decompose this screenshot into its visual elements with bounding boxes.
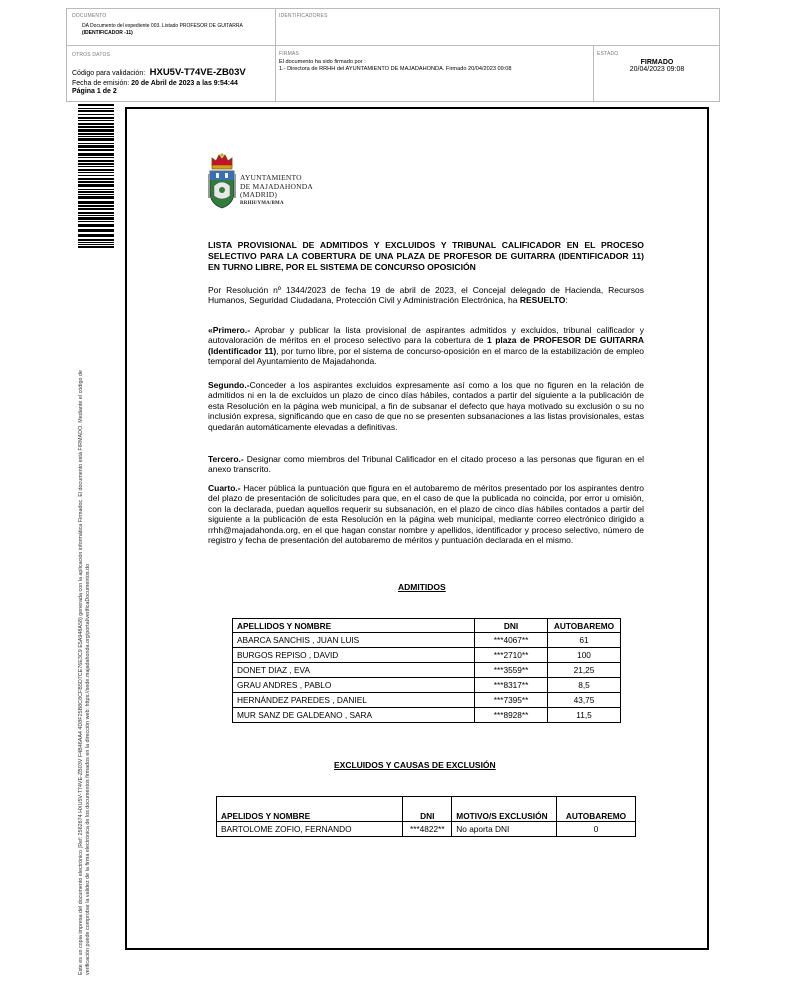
- cell-motivo: No aporta DNI: [452, 822, 557, 837]
- cell-dni: ***4822**: [403, 822, 452, 837]
- cell-score: 43,75: [548, 693, 621, 708]
- segundo-text: Conceder a los aspirantes excluidos expresamente así como a los que no figuren en la relación de admitidos ni en la de excluidos un plazo de cinco días hábiles, contados a partir del siguiente a la publicación de esta Resolución en la página web municipal, a fin de subsanar el defecto que haya motivado su exclusión o su no inclusión expresa, significando que en caso de que no se presenten subsanaciones a las listas provisionales, estas quedarán automáticamente elevadas a definitivas.: [208, 380, 644, 432]
- verification-side-text: [78, 295, 92, 975]
- primero-lead: «Primero.-: [208, 325, 251, 335]
- cell-score: 21,25: [548, 663, 621, 678]
- barcode-bar: [78, 224, 114, 227]
- otros-datos-label: OTROS DATOS: [72, 52, 111, 58]
- barcode-bar: [78, 212, 114, 214]
- cell-score: 11,5: [548, 708, 621, 723]
- estado-date: 20/04/2023 09:08: [629, 66, 685, 73]
- table-row: [233, 633, 621, 648]
- barcode-bar: [78, 157, 114, 158]
- barcode-bar: [78, 129, 114, 132]
- barcode-bar: [78, 143, 114, 144]
- barcode-bar: [78, 181, 114, 183]
- barcode-bar: [78, 153, 114, 156]
- barcode-bar: [78, 110, 114, 112]
- barcode-bar: [78, 149, 114, 151]
- table-row: [233, 663, 621, 678]
- barcode-bar: [78, 108, 114, 109]
- fecha-value: 20 de Abril de 2023 a las 9:54:44: [131, 80, 238, 87]
- excluidos-table: [216, 796, 636, 837]
- barcode-bar: [78, 120, 114, 121]
- barcode-bar: [78, 221, 114, 222]
- excluidos-heading: EXCLUIDOS Y CAUSAS DE EXCLUSIÓN: [334, 760, 496, 770]
- letterhead-line2: DE MAJADAHONDA: [240, 181, 314, 191]
- barcode-bar: [78, 242, 114, 243]
- col-motivo: MOTIVO/S EXCLUSIÓN: [452, 797, 557, 822]
- cell-dni: ***8928**: [475, 708, 548, 723]
- barcode-bar: [78, 205, 114, 207]
- firmas-line1: El documento ha sido firmado por :: [279, 59, 366, 65]
- col-autobaremo: AUTOBAREMO: [557, 797, 636, 822]
- cell-name: GRAU ANDRES , PABLO: [233, 678, 475, 693]
- primero-text-b: , por turno libre, por el sistema de concurso-oposición en el marco de la estabilización de empleo temporal del Ayuntamiento de Majadahonda.: [208, 345, 644, 367]
- table-row: [233, 678, 621, 693]
- cell-score: 8,5: [548, 678, 621, 693]
- table-row: [233, 708, 621, 723]
- cell-name: BARTOLOME ZOFIO, FERNANDO: [217, 822, 403, 837]
- document-title: LISTA PROVISIONAL DE ADMITIDOS Y EXCLUIDOS Y TRIBUNAL CALIFICADOR EN EL PROCESO SELECTIVO PARA LA COBERTURA DE UNA PLAZA DE PROFESOR DE GUITARRA (IDENTIFICADOR 11) EN TURNO LIBRE, POR EL SISTEMA DE CONCURSO OPOSICIÓN: [208, 240, 644, 272]
- barcode-bar: [78, 244, 114, 245]
- intro-end: :: [565, 295, 568, 306]
- segundo-lead: Segundo.-: [208, 380, 250, 390]
- barcode-bar: [78, 172, 114, 173]
- documento-line1: DA Documento del expediente 003. Listado PROFESOR DE GUITARRA: [82, 23, 243, 29]
- letterhead: [240, 174, 313, 208]
- tercero-text: Designar como miembros del Tribunal Calificador en el citado proceso a las personas que figuran en el anexo transcrito.: [208, 454, 644, 475]
- barcode-bar: [78, 194, 114, 195]
- firmas-label: FIRMAS: [279, 51, 300, 57]
- barcode-bar: [78, 229, 114, 232]
- cell-dni: ***7395**: [475, 693, 548, 708]
- side-text-line2: verificación puede comprobar la validez de la firma electrónica de los documentos firmados en la dirección web: https://sede.majadahonda.org/portal/verificaDocumentos.do: [85, 563, 91, 975]
- document-header: [66, 8, 720, 102]
- barcode-bar: [78, 114, 114, 115]
- cell-dni: ***4067**: [475, 633, 548, 648]
- identificadores-label: IDENTIFICADORES: [279, 13, 328, 19]
- tercero-lead: Tercero.-: [208, 454, 244, 464]
- codigo-value: HXU5V-T74VE-ZB03V: [149, 67, 246, 78]
- barcode-bar: [78, 138, 114, 141]
- documento-label: DOCUMENTO: [72, 13, 107, 19]
- excluidos-header-row: [217, 797, 636, 822]
- table-row: [217, 822, 636, 837]
- admitidos-header-row: [233, 619, 621, 633]
- cell-dni: ***2710**: [475, 648, 548, 663]
- barcode-bar: [78, 133, 114, 135]
- cell-name: DONET DIAZ , EVA: [233, 663, 475, 678]
- barcode: [78, 104, 114, 248]
- barcode-bar: [78, 208, 114, 210]
- barcode-bar: [78, 178, 114, 180]
- barcode-bar: [78, 145, 114, 148]
- cell-dni: ***8317**: [475, 678, 548, 693]
- codigo-label: Código para validación:: [72, 70, 146, 77]
- paragraph-cuarto: [208, 483, 644, 545]
- letterhead-line3: (MADRID): [240, 190, 278, 200]
- barcode-bar: [78, 217, 114, 220]
- barcode-bar: [78, 117, 114, 119]
- col-dni: DNI: [403, 797, 452, 822]
- barcode-bar: [78, 123, 114, 125]
- coat-of-arms-logo: [206, 152, 238, 214]
- barcode-bar: [78, 246, 114, 248]
- barcode-bar: [78, 234, 114, 237]
- barcode-bar: [78, 215, 114, 216]
- paragraph-segundo: [208, 380, 644, 432]
- primero-bold: 1 plaza de PROFESOR DE GUITARRA (Identificador 11): [208, 335, 644, 356]
- barcode-bar: [78, 160, 114, 162]
- page-number: Página 1 de 2: [72, 88, 117, 95]
- cell-dni: ***3559**: [475, 663, 548, 678]
- primero-text-a: Aprobar y publicar la lista provisional de aspirantes admitidos y excluidos, tribunal calificador y autovaloración de méritos en el proceso selectivo para la cobertura de: [208, 325, 644, 346]
- intro-paragraph: [208, 285, 644, 306]
- table-row: [233, 648, 621, 663]
- barcode-bar: [78, 196, 114, 199]
- fecha-label: Fecha de emisión:: [72, 80, 130, 87]
- barcode-bar: [78, 175, 114, 176]
- admitidos-table: [232, 618, 621, 723]
- firmas-line2: 1.- Directora de RRHH del AYUNTAMIENTO DE MAJADAHONDA. Firmado 20/04/2023 09:08: [279, 66, 512, 72]
- barcode-bar: [78, 239, 114, 241]
- col-autobaremo: AUTOBAREMO: [548, 619, 621, 633]
- documento-line2: (IDENTIFICADOR -11): [82, 30, 133, 36]
- paragraph-primero: [208, 325, 644, 367]
- cell-name: MUR SANZ DE GALDEANO , SARA: [233, 708, 475, 723]
- barcode-bar: [78, 184, 114, 187]
- barcode-bar: [78, 163, 114, 165]
- barcode-bar: [78, 104, 114, 106]
- barcode-bar: [78, 136, 114, 137]
- col-dni: DNI: [475, 619, 548, 633]
- estado-value: FIRMADO: [640, 59, 674, 66]
- col-apelidos: APELIDOS Y NOMBRE: [217, 797, 403, 822]
- cell-score: 61: [548, 633, 621, 648]
- admitidos-heading: ADMITIDOS: [398, 582, 446, 592]
- letterhead-line1: AYUNTAMIENTO: [240, 173, 302, 182]
- cell-name: ABARCA SANCHIS , JUAN LUIS: [233, 633, 475, 648]
- barcode-bar: [78, 201, 114, 204]
- estado-label: ESTADO: [597, 51, 619, 57]
- col-apellidos: APELLIDOS Y NOMBRE: [233, 619, 475, 633]
- paragraph-tercero: [208, 454, 644, 475]
- intro-resuelto: RESUELTO: [519, 295, 566, 306]
- side-text-line1: Este es un copia impresa del documento electrónico (Ref: 2562674 HXU5V-T74VE-ZB03V F4B46AA4 4D8F25B8C8CFB5D7CE76E3C9 E5A948A58) generada con la aplicación informática Firmadoc. El documento está FIRMADO. Mediante el código de: [78, 370, 84, 975]
- cell-name: HERNÁNDEZ PAREDES , DANIEL: [233, 693, 475, 708]
- barcode-bar: [78, 126, 114, 128]
- cell-score: 100: [548, 648, 621, 663]
- cell-score: 0: [557, 822, 636, 837]
- barcode-bar: [78, 169, 114, 171]
- cuarto-text: Hacer pública la puntuación que figura en el autobaremo de méritos presentado por los aspirantes dentro del plazo de presentación de solicitudes para que, en el caso de que la publicada no coincida, por error u omisión, con la declarada, puedan aquellos requerir su subsanación, en el plazo de cinco días hábiles contados a partir del siguiente a la publicación de esta Resolución en la página web municipal, mediante correo electrónico dirigido a rrhh@majadahonda.org, en el que hagan constar nombre y apellidos, identificador y proceso selectivo, número de registro y fecha de presentación del autobaremo de méritos y puntuación declarada en el mismo.: [208, 483, 644, 546]
- barcode-bar: [78, 166, 114, 167]
- cell-name: BURGOS REPISO , DAVID: [233, 648, 475, 663]
- intro-text: Por Resolución nº 1344/2023 de fecha 19 de abril de 2023, el Concejal delegado de Hacienda, Recursos Humanos, Seguridad Ciudadana, Protección Civil y Administración Electrónica, ha: [208, 285, 644, 306]
- barcode-bar: [78, 191, 114, 193]
- cuarto-lead: Cuarto.-: [208, 483, 241, 493]
- letterhead-code: RRHH/YMA/BMA: [240, 200, 284, 206]
- table-row: [233, 693, 621, 708]
- barcode-bar: [78, 189, 114, 190]
